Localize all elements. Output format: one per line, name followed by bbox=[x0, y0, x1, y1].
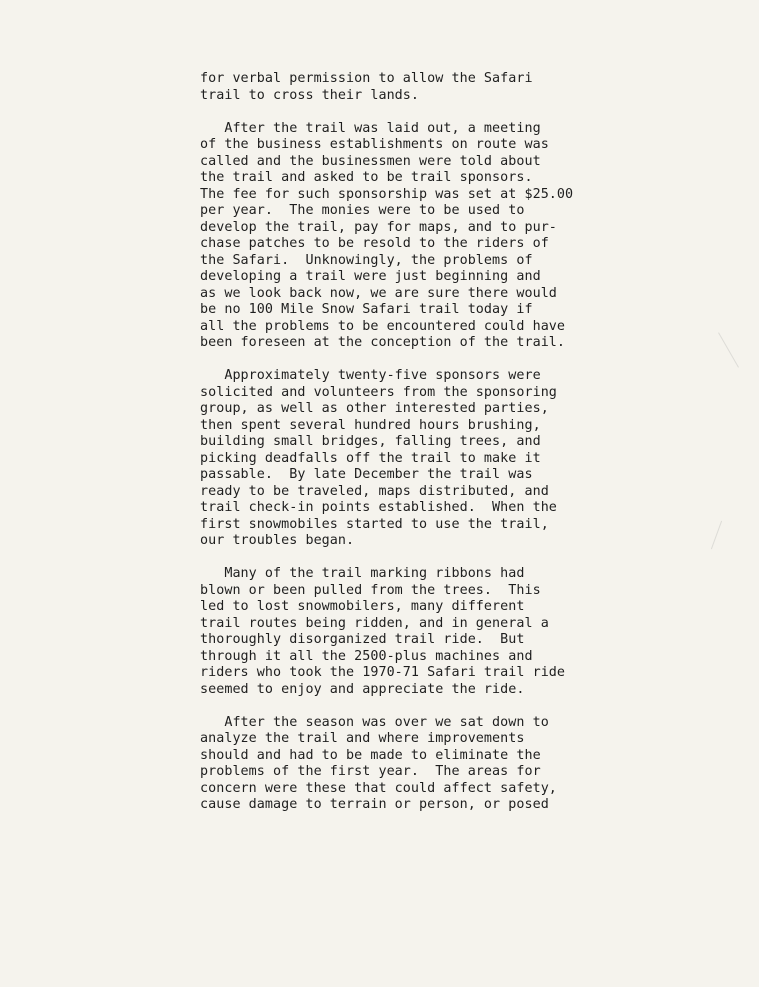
text-line: the Safari. Unknowingly, the problems of bbox=[200, 252, 533, 268]
paper-crease-mark bbox=[711, 521, 722, 550]
text-line: through it all the 2500-plus machines and bbox=[200, 648, 533, 664]
text-line: trail check-in points established. When the bbox=[200, 500, 557, 515]
text-line: first snowmobiles started to use the trail, bbox=[200, 516, 549, 532]
text-line: building small bridges, falling trees, and bbox=[200, 434, 541, 449]
text-line: developing a trail were just beginning and bbox=[200, 269, 541, 284]
text-line: picking deadfalls off the trail to make it bbox=[200, 450, 541, 466]
text-line: chase patches to be resold to the riders of bbox=[200, 236, 549, 251]
typed-text-body bbox=[200, 71, 620, 830]
text-line: riders who took the 1970-71 Safari trail ride bbox=[200, 665, 566, 680]
text-line: led to lost snowmobilers, many different bbox=[200, 599, 525, 614]
text-line: Many of the trail marking ribbons had bbox=[200, 566, 525, 581]
text-line: trail to cross their lands. bbox=[200, 87, 420, 103]
text-line: passable. By late December the trail was bbox=[200, 467, 533, 482]
paragraph-4 bbox=[200, 566, 620, 698]
text-line: our troubles began. bbox=[200, 533, 355, 548]
paragraph-3 bbox=[200, 368, 620, 550]
text-line: concern were these that could affect safety, bbox=[200, 780, 557, 796]
text-line: cause damage to terrain or person, or posed bbox=[200, 797, 549, 812]
text-line: develop the trail, pay for maps, and to pur- bbox=[200, 219, 557, 235]
text-line: solicited and volunteers from the sponsoring bbox=[200, 384, 557, 400]
text-line: as we look back now, we are sure there would bbox=[200, 285, 557, 301]
paper-crease-mark bbox=[718, 332, 739, 367]
text-line: blown or been pulled from the trees. This bbox=[200, 582, 541, 598]
text-line: the trail and asked to be trail sponsors. bbox=[200, 170, 533, 185]
text-line: should and had to be made to eliminate the bbox=[200, 747, 541, 763]
text-line: The fee for such sponsorship was set at $25.00 bbox=[200, 186, 574, 202]
text-line: of the business establishments on route was bbox=[200, 137, 549, 152]
text-line: been foreseen at the conception of the trail. bbox=[200, 335, 566, 350]
text-line: Approximately twenty-five sponsors were bbox=[200, 368, 541, 383]
text-line: be no 100 Mile Snow Safari trail today if bbox=[200, 302, 533, 317]
text-line: analyze the trail and where improvements bbox=[200, 731, 525, 746]
text-line: for verbal permission to allow the Safari bbox=[200, 71, 533, 86]
text-line: per year. The monies were to be used to bbox=[200, 203, 525, 218]
text-line: After the season was over we sat down to bbox=[200, 714, 549, 730]
text-line: trail routes being ridden, and in general a bbox=[200, 615, 549, 631]
text-line: then spent several hundred hours brushing, bbox=[200, 417, 541, 433]
paragraph-2 bbox=[200, 121, 620, 352]
text-line: problems of the first year. The areas for bbox=[200, 764, 541, 779]
text-line: thoroughly disorganized trail ride. But bbox=[200, 632, 525, 647]
text-line: all the problems to be encountered could have bbox=[200, 318, 566, 334]
paragraph-5 bbox=[200, 715, 620, 814]
text-line: After the trail was laid out, a meeting bbox=[200, 120, 541, 136]
text-line: ready to be traveled, maps distributed, and bbox=[200, 483, 549, 499]
text-line: group, as well as other interested parties, bbox=[200, 401, 549, 416]
text-line: called and the businessmen were told about bbox=[200, 153, 541, 169]
text-line: seemed to enjoy and appreciate the ride. bbox=[200, 681, 525, 697]
paragraph-1 bbox=[200, 71, 620, 104]
